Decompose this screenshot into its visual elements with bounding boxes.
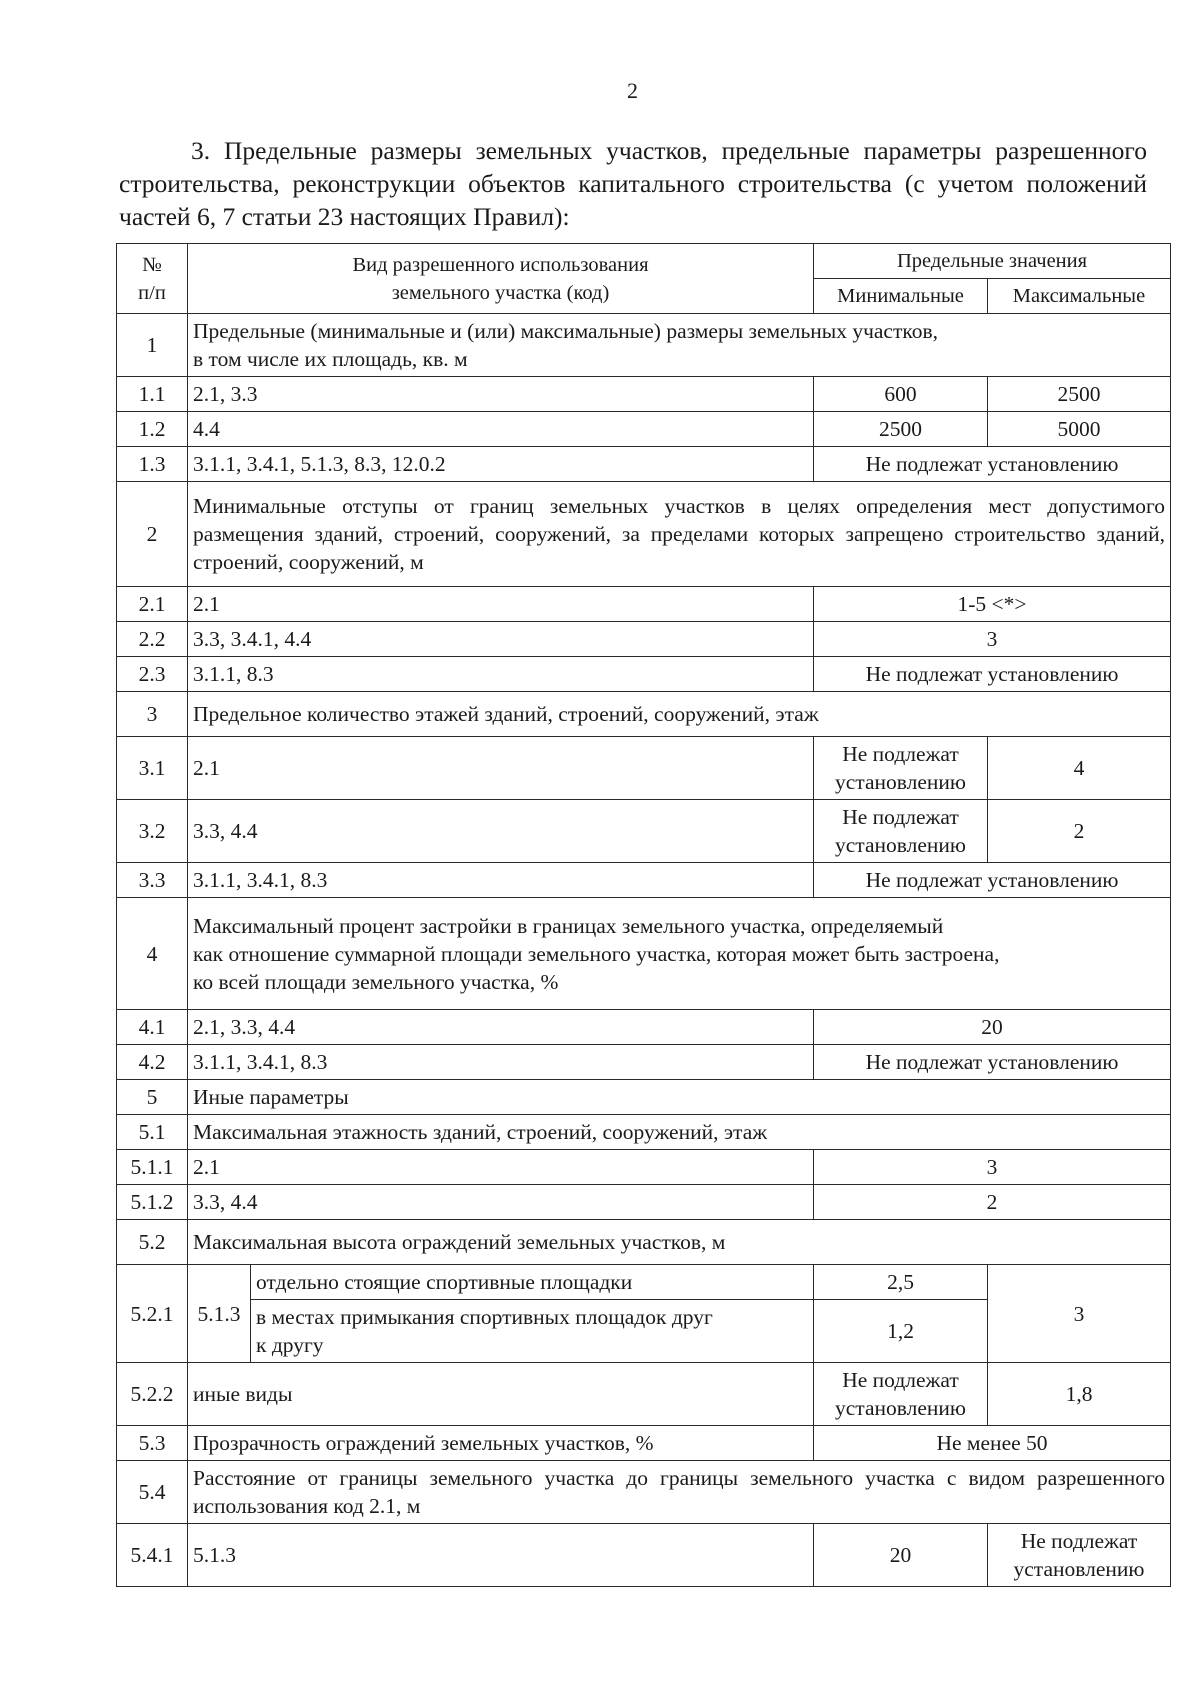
limit-value: 3: [814, 1150, 1171, 1185]
subsection-title: Максимальная этажность зданий, строений, сооружений, этаж: [188, 1115, 1171, 1150]
use-code: 4.4: [188, 412, 814, 447]
section-intro: 3. Предельные размеры земельных участков, предельные параметры разрешенного строительства, реконструкции объектов капитального строительства (с учетом положений частей 6, 7 статьи 23 настоящих Правил):: [119, 136, 1147, 231]
row-number: 5.1: [117, 1115, 188, 1150]
table-row: [117, 587, 1171, 622]
limit-value: 3: [814, 622, 1171, 657]
use-code: 3.3, 4.4: [188, 800, 814, 863]
subsection-row: [117, 1115, 1171, 1150]
section-title: Иные параметры: [188, 1080, 1171, 1115]
table-row: [117, 1363, 1171, 1426]
table-row: [117, 657, 1171, 692]
subsection-row: [117, 1220, 1171, 1265]
subsection-title: Расстояние от границы земельного участка до границы земельного участка с видом разрешенного использования код 2.1, м: [188, 1461, 1171, 1524]
subsection-row: [117, 1461, 1171, 1524]
section-title: Предельное количество этажей зданий, строений, сооружений, этаж: [188, 692, 1171, 737]
table-row: [117, 1150, 1171, 1185]
max-value: 3: [988, 1265, 1171, 1363]
table-row: [117, 863, 1171, 898]
row-number: 5.3: [117, 1426, 188, 1461]
table-row: [117, 447, 1171, 482]
subsection-title: Максимальная высота ограждений земельных участков, м: [188, 1220, 1171, 1265]
use-code: 2.1: [188, 737, 814, 800]
table-row: [117, 1045, 1171, 1080]
fence-subtype: отдельно стоящие спортивные площадки: [251, 1265, 814, 1300]
table-row: [117, 1265, 1171, 1300]
max-value: 5000: [988, 412, 1171, 447]
limit-value: Не подлежат установлению: [814, 1045, 1171, 1080]
table-row: [117, 1185, 1171, 1220]
max-value: 4: [988, 737, 1171, 800]
table-row: [117, 412, 1171, 447]
parameter-name: Прозрачность ограждений земельных участков, %: [188, 1426, 814, 1461]
max-value: Не подлежат установлению: [988, 1524, 1171, 1587]
row-number: 2.3: [117, 657, 188, 692]
use-code: 2.1, 3.3, 4.4: [188, 1010, 814, 1045]
table-row: [117, 1010, 1171, 1045]
row-number: 5.4.1: [117, 1524, 188, 1587]
parameters-table: [116, 243, 1171, 1587]
section-row: [117, 692, 1171, 737]
table-row: [117, 1426, 1171, 1461]
page-number: 2: [627, 78, 638, 103]
limit-value: Не подлежат установлению: [814, 447, 1171, 482]
header-min: Минимальные: [814, 279, 988, 314]
row-number: 4.1: [117, 1010, 188, 1045]
row-number: 5.4: [117, 1461, 188, 1524]
use-code: 2.1: [188, 587, 814, 622]
section-title: Максимальный процент застройки в границах земельного участка, определяемый как отношение суммарной площади земельного участка, которая может быть застроена, ко всей площади земельного участка, %: [188, 898, 1171, 1010]
use-code: 5.1.3: [188, 1524, 814, 1587]
use-code: 5.1.3: [188, 1265, 251, 1363]
row-number: 3.1: [117, 737, 188, 800]
row-number: 1.3: [117, 447, 188, 482]
row-number: 5.2.2: [117, 1363, 188, 1426]
row-number: 5.2.1: [117, 1265, 188, 1363]
table-row: [117, 737, 1171, 800]
limit-value: Не подлежат установлению: [814, 863, 1171, 898]
header-max: Максимальные: [988, 279, 1171, 314]
table-row: [117, 622, 1171, 657]
row-number: 4.2: [117, 1045, 188, 1080]
use-code: 3.1.1, 8.3: [188, 657, 814, 692]
row-number: 1: [117, 314, 188, 377]
section-row: [117, 482, 1171, 587]
min-value: 2,5: [814, 1265, 988, 1300]
use-code: 3.1.1, 3.4.1, 8.3: [188, 863, 814, 898]
min-value: Не подлежат установлению: [814, 737, 988, 800]
row-number: 1.2: [117, 412, 188, 447]
section-row: [117, 1080, 1171, 1115]
limit-value: 20: [814, 1010, 1171, 1045]
use-code: 3.3, 3.4.1, 4.4: [188, 622, 814, 657]
max-value: 1,8: [988, 1363, 1171, 1426]
use-code: иные виды: [188, 1363, 814, 1426]
table-row: [117, 1524, 1171, 1587]
limit-value: 1-5 <*>: [814, 587, 1171, 622]
row-number: 5.2: [117, 1220, 188, 1265]
section-title: Предельные (минимальные и (или) максимальные) размеры земельных участков, в том числе их площадь, кв. м: [188, 314, 1171, 377]
use-code: 2.1, 3.3: [188, 377, 814, 412]
min-value: 20: [814, 1524, 988, 1587]
min-value: Не подлежат установлению: [814, 800, 988, 863]
row-number: 2.2: [117, 622, 188, 657]
row-number: 3.3: [117, 863, 188, 898]
fence-subtype: в местах примыкания спортивных площадок друг к другу: [251, 1300, 814, 1363]
table-row: [117, 377, 1171, 412]
header-use-type: Вид разрешенного использования земельного участка (код): [188, 244, 814, 314]
limit-value: 2: [814, 1185, 1171, 1220]
use-code: 3.1.1, 3.4.1, 8.3: [188, 1045, 814, 1080]
header-limit-values: Предельные значения: [814, 244, 1171, 279]
section-row: [117, 314, 1171, 377]
table-row: [117, 800, 1171, 863]
row-number: 5.1.2: [117, 1185, 188, 1220]
header-number: № п/п: [117, 244, 188, 314]
row-number: 3: [117, 692, 188, 737]
row-number: 3.2: [117, 800, 188, 863]
row-number: 2: [117, 482, 188, 587]
row-number: 5: [117, 1080, 188, 1115]
min-value: Не подлежат установлению: [814, 1363, 988, 1426]
row-number: 5.1.1: [117, 1150, 188, 1185]
section-row: [117, 898, 1171, 1010]
max-value: 2: [988, 800, 1171, 863]
max-value: 2500: [988, 377, 1171, 412]
min-value: 1,2: [814, 1300, 988, 1363]
limit-value: Не подлежат установлению: [814, 657, 1171, 692]
row-number: 1.1: [117, 377, 188, 412]
use-code: 3.1.1, 3.4.1, 5.1.3, 8.3, 12.0.2: [188, 447, 814, 482]
section-title: Минимальные отступы от границ земельных участков в целях определения мест допустимого размещения зданий, строений, сооружений, за пределами которых запрещено строительство зданий, строений, сооружений, м: [188, 482, 1171, 587]
min-value: 2500: [814, 412, 988, 447]
use-code: 2.1: [188, 1150, 814, 1185]
min-value: 600: [814, 377, 988, 412]
use-code: 3.3, 4.4: [188, 1185, 814, 1220]
limit-value: Не менее 50: [814, 1426, 1171, 1461]
row-number: 4: [117, 898, 188, 1010]
row-number: 2.1: [117, 587, 188, 622]
table-header-row: [117, 244, 1171, 279]
